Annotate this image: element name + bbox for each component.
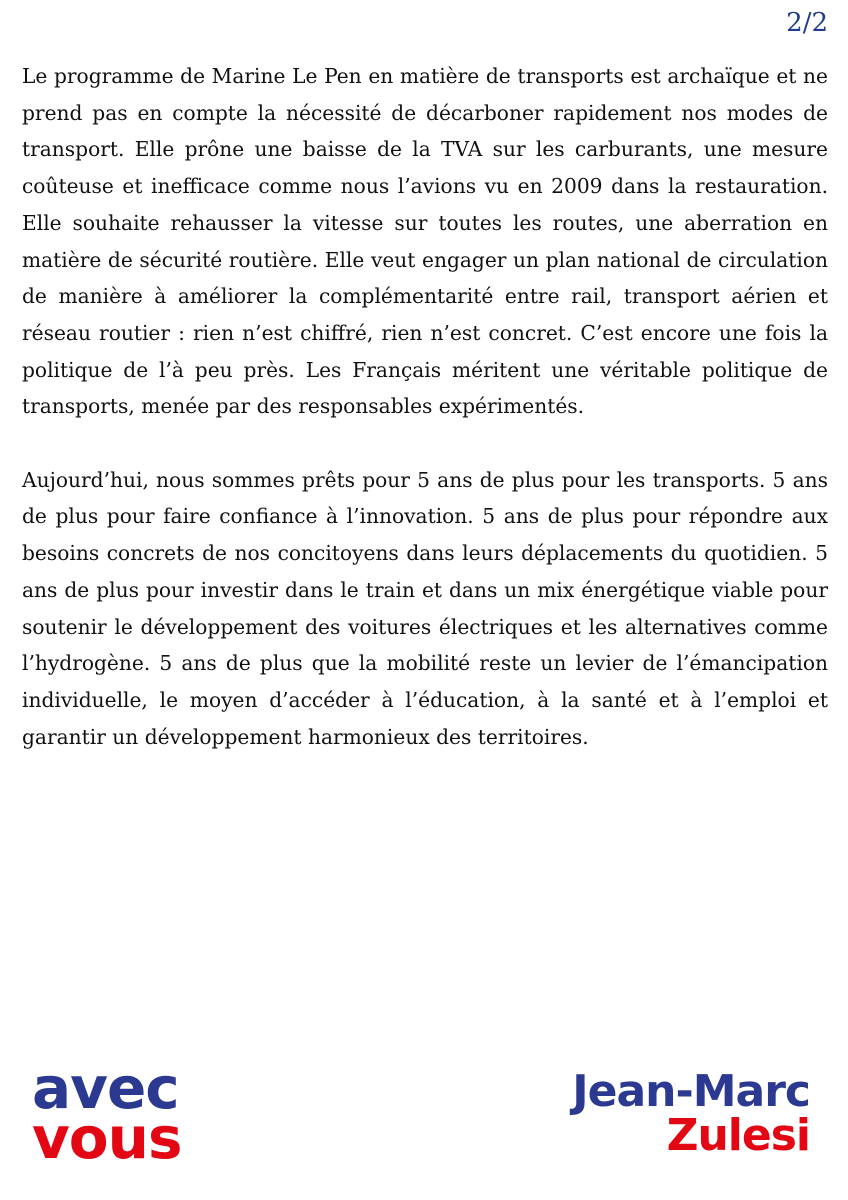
page-number: 2/2 [786, 8, 828, 38]
body-text [22, 58, 828, 755]
paragraph-transport-critique: Le programme de Marine Le Pen en matière de transports est archaïque et ne prend pas en compte la nécessité de décarboner rapidement nos modes de transport. Elle prône une baisse de la TVA sur les carburants, une mesure coûteuse et inefficace comme nous l’avions vu en 2009 dans la restauration. Elle souhaite rehausser la vitesse sur toutes les routes, une aberration en matière de sécurité routière. Elle veut engager un plan national de circulation de manière à améliorer la complémentarité entre rail, transport aérien et réseau routier : rien n’est chiffré, rien n’est concret. C’est encore une fois la politique de l’à peu près. Les Français méritent une véritable politique de transports, menée par des responsables expérimentés. [22, 64, 828, 419]
avec-vous-logo [32, 1054, 182, 1172]
logo-right-line2: Zulesi [666, 1110, 810, 1161]
logo-left-line1: avec [32, 1054, 179, 1122]
candidate-name-logo [572, 1066, 810, 1161]
logo-right-line1: Jean-Marc [572, 1066, 810, 1117]
paragraph-five-more-years: Aujourd’hui, nous sommes prêts pour 5 ans de plus pour les transports. 5 ans de plus pour faire confiance à l’innovation. 5 ans de plus pour répondre aux besoins concrets de nos concitoyens dans leurs déplacements du quotidien. 5 ans de plus pour investir dans le train et dans un mix énergétique viable pour soutenir le développement des voitures électriques et les alternatives comme l’hydrogène. 5 ans de plus que la mobilité reste un levier de l’émancipation individuelle, le moyen d’accéder à l’éducation, à la santé et à l’emploi et garantir un développement harmonieux des territoires. [22, 467, 828, 749]
logo-left-line2: vous [32, 1103, 182, 1172]
